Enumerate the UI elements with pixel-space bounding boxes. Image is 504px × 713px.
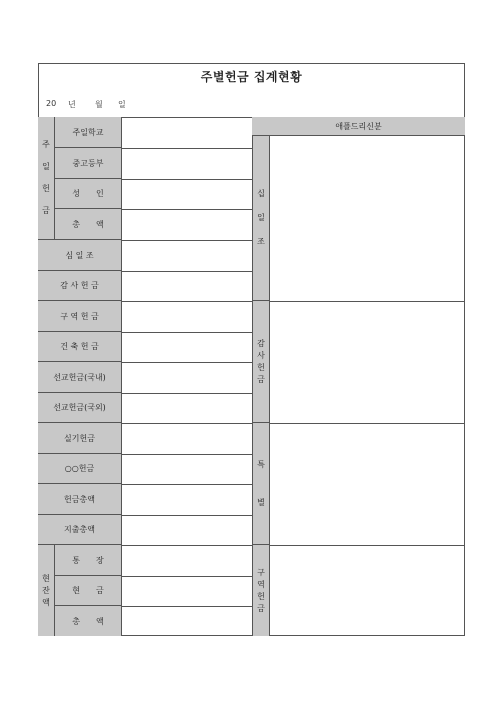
row-label-balance-total: 총 액	[55, 606, 122, 636]
row-label-mission-domestic: 선교헌금(국내)	[38, 362, 122, 393]
value-line	[122, 332, 252, 333]
date-month-unit: 월	[95, 100, 103, 109]
row-label-special-2: ○○헌금	[38, 454, 122, 484]
row-label-tithe: 심 일 조	[38, 240, 122, 271]
row-label-expense-total: 지출총액	[38, 515, 122, 545]
row-label-youth: 중고등부	[55, 148, 122, 179]
balance-group-label: 현 잔 액	[38, 545, 55, 636]
right-section-divider	[270, 423, 465, 424]
weekly-offering-group-label: 주 일 헌 금	[38, 117, 55, 240]
right-section-special-label: 특 별	[253, 423, 270, 545]
row-label-weekly-total: 총 액	[55, 209, 122, 240]
row-label-offering-total: 헌금총액	[38, 484, 122, 515]
right-section-district-label: 구 역 헌 금	[253, 545, 270, 636]
date-year-unit: 년	[68, 100, 76, 109]
row-label-district: 구 역 헌 금	[38, 301, 122, 332]
row-label-building: 건 축 헌 금	[38, 332, 122, 362]
page-title: 주별헌금 집계현황	[200, 70, 303, 84]
date-year-prefix: 20	[46, 99, 57, 108]
right-section-divider	[270, 301, 465, 302]
right-section-thanks-label: 감 사 헌 금	[253, 301, 270, 423]
row-label-thanks: 감 사 헌 금	[38, 271, 122, 301]
right-section-divider	[270, 545, 465, 546]
value-line	[122, 362, 252, 363]
row-label-special-1: 실기헌금	[38, 423, 122, 454]
value-line	[122, 209, 252, 210]
value-line	[122, 301, 252, 302]
value-line	[122, 576, 252, 577]
row-label-bank: 통 장	[55, 545, 122, 576]
value-line	[122, 606, 252, 607]
value-line	[122, 240, 252, 241]
value-line	[122, 271, 252, 272]
value-line	[122, 515, 252, 516]
value-line	[122, 179, 252, 180]
right-header: 애플드리신분	[252, 117, 465, 136]
row-label-adult: 성 인	[55, 179, 122, 209]
value-line	[122, 423, 252, 424]
value-line	[122, 484, 252, 485]
row-label-sunday-school: 주일학교	[55, 117, 122, 148]
date-day-unit: 일	[118, 100, 126, 109]
row-label-mission-overseas: 선교헌금(국외)	[38, 393, 122, 423]
value-line	[122, 393, 252, 394]
right-section-tithe-label: 십 일 조	[253, 136, 270, 301]
value-line	[122, 148, 252, 149]
row-label-cash: 현 금	[55, 576, 122, 606]
value-line	[122, 545, 252, 546]
value-line	[122, 454, 252, 455]
